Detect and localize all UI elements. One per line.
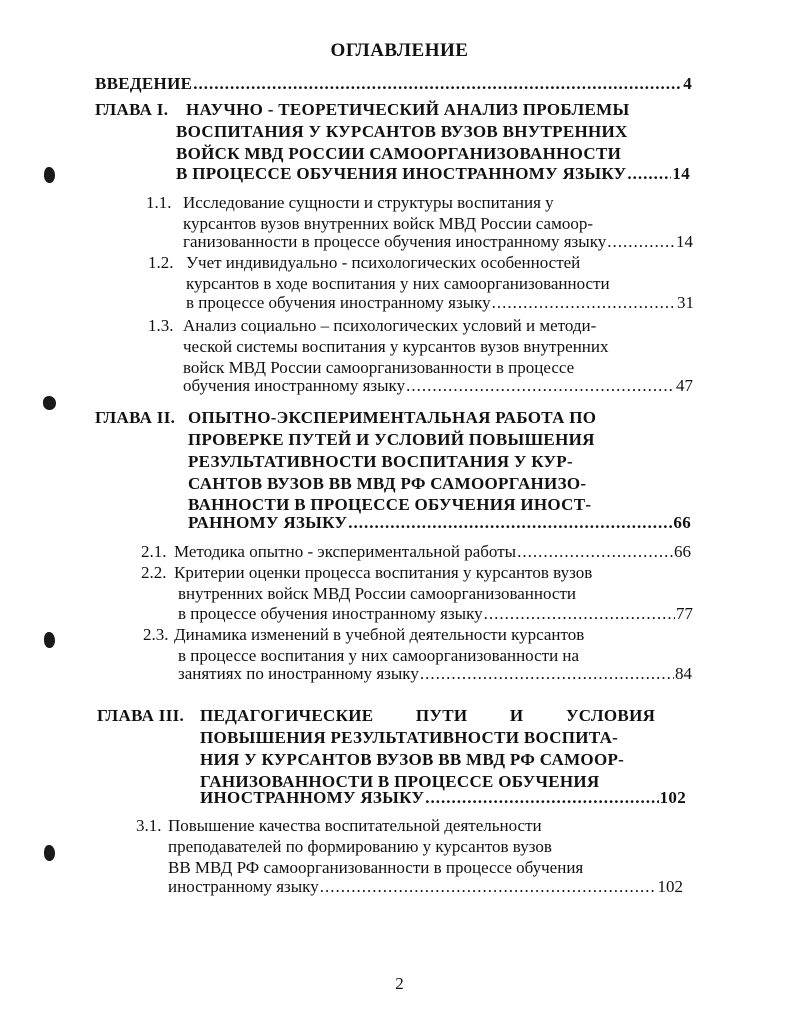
section-number: 1.3. xyxy=(148,316,174,335)
section-title-line: иностранному языку xyxy=(168,877,319,896)
toc-entry-page: 102 xyxy=(657,877,683,896)
section-number: 1.1. xyxy=(146,193,172,212)
dot-leader xyxy=(627,163,671,184)
section-title-line: в процессе воспитания у них самоорганизованности на xyxy=(178,646,580,665)
section-title-line: курсантов вузов внутренних войск МВД России самоор- xyxy=(183,214,594,233)
chapter-label: ГЛАВА I. xyxy=(95,100,169,119)
chapter-title-line: ГАНИЗОВАННОСТИ В ПРОЦЕССЕ ОБУЧЕНИЯ xyxy=(200,772,600,791)
toc-entry-page: 66 xyxy=(673,513,691,532)
chapter-title-line: САНТОВ ВУЗОВ ВВ МВД РФ САМООРГАНИЗО- xyxy=(188,474,587,493)
section-title-line: внутренних войск МВД России самоорганизованности xyxy=(178,584,576,603)
toc-entry-page: 14 xyxy=(672,164,690,183)
chapter-title-line: ВОСПИТАНИЯ У КУРСАНТОВ ВУЗОВ ВНУТРЕННИХ xyxy=(176,122,628,141)
chapter-title-line: РАННОМУ ЯЗЫКУ xyxy=(188,513,348,532)
dot-leader xyxy=(320,876,657,897)
toc-entry-ch3[interactable] xyxy=(200,787,686,808)
chapter-title-line: НАУЧНО - ТЕОРЕТИЧЕСКИЙ АНАЛИЗ ПРОБЛЕМЫ xyxy=(186,100,630,119)
section-title-line: обучения иностранному языку xyxy=(183,376,406,395)
dot-leader xyxy=(607,231,675,252)
section-title-line: в процессе обучения иностранному языку xyxy=(178,604,483,623)
section-title-line: Критерии оценки процесса воспитания у курсантов вузов xyxy=(174,563,593,582)
toc-entry-title: ВВЕДЕНИЕ xyxy=(95,74,193,93)
toc-entry-page: 47 xyxy=(676,376,693,395)
chapter-title-line: ВАННОСТИ В ПРОЦЕССЕ ОБУЧЕНИЯ ИНОСТ- xyxy=(188,495,592,514)
toc-entry-3-1[interactable] xyxy=(168,876,683,897)
section-title-line: ВВ МВД РФ самоорганизованности в процессе обучения xyxy=(168,858,584,877)
section-number: 2.1. xyxy=(141,542,167,561)
section-title-line: Анализ социально – психологических условий и методи- xyxy=(183,316,597,335)
chapter-title-line: В ПРОЦЕССЕ ОБУЧЕНИЯ ИНОСТРАННОМУ ЯЗЫКУ xyxy=(176,164,627,183)
section-number: 3.1. xyxy=(136,816,162,835)
section-title-line: преподавателей по формированию у курсантов вузов xyxy=(168,837,552,856)
chapter-title-line xyxy=(200,705,656,726)
toc-entry-1-3[interactable] xyxy=(183,375,693,396)
section-number: 2.3. xyxy=(143,625,169,644)
toc-entry-1-1[interactable] xyxy=(183,231,693,252)
chapter-title-line: ВОЙСК МВД РОССИИ САМООРГАНИЗОВАННОСТИ xyxy=(176,144,622,163)
section-title-line: Методика опытно - экспериментальной работы xyxy=(174,542,517,561)
toc-entry-page: 77 xyxy=(676,604,693,623)
chapter-title-line: ПОВЫШЕНИЯ РЕЗУЛЬТАТИВНОСТИ ВОСПИТА- xyxy=(200,728,619,747)
toc-entry-ch2[interactable] xyxy=(188,512,691,533)
dot-leader xyxy=(406,375,675,396)
section-number: 1.2. xyxy=(148,253,174,272)
chapter-label: ГЛАВА II. xyxy=(95,408,176,427)
section-title-line: войск МВД России самоорганизованности в процессе xyxy=(183,358,575,377)
toc-entry-ch1[interactable] xyxy=(176,163,690,184)
section-title-line: Динамика изменений в учебной деятельности курсантов xyxy=(174,625,585,644)
dot-leader xyxy=(492,292,676,313)
chapter-title-line: ИНОСТРАННОМУ ЯЗЫКУ xyxy=(200,788,425,807)
section-title-line: в процессе обучения иностранному языку xyxy=(186,293,491,312)
toc-entry-1-2[interactable] xyxy=(186,292,694,313)
chapter-title-line: РЕЗУЛЬТАТИВНОСТИ ВОСПИТАНИЯ У КУР- xyxy=(188,452,573,471)
dot-leader xyxy=(484,603,675,624)
toc-entry-2-2[interactable] xyxy=(178,603,693,624)
dot-leader xyxy=(425,787,658,808)
chapter-title-line: ПРОВЕРКЕ ПУТЕЙ И УСЛОВИЙ ПОВЫШЕНИЯ xyxy=(188,430,595,449)
chapter-title-word: ПЕДАГОГИЧЕСКИЕ ПУТИ И УСЛОВИЯ xyxy=(200,706,656,725)
toc-entry-page: 31 xyxy=(677,293,694,312)
toc-entry-intro[interactable] xyxy=(95,73,692,94)
punch-hole-mark xyxy=(44,632,55,648)
dot-leader xyxy=(517,541,673,562)
chapter-title-line: НИЯ У КУРСАНТОВ ВУЗОВ ВВ МВД РФ САМООР- xyxy=(200,750,625,769)
chapter-title-line: ОПЫТНО-ЭКСПЕРИМЕНТАЛЬНАЯ РАБОТА ПО xyxy=(188,408,597,427)
punch-hole-mark xyxy=(44,167,55,183)
section-title-line: занятиях по иностранному языку xyxy=(178,664,419,683)
dot-leader xyxy=(193,73,682,94)
punch-hole-mark xyxy=(44,845,55,861)
punch-hole-mark xyxy=(43,396,56,410)
dot-leader xyxy=(420,663,674,684)
section-number: 2.2. xyxy=(141,563,167,582)
section-title-line: Учет индивидуально - психологических особенностей xyxy=(186,253,581,272)
toc-entry-page: 4 xyxy=(683,74,692,93)
toc-entry-2-1[interactable] xyxy=(174,541,691,562)
section-title-line: Повышение качества воспитательной деятельности xyxy=(168,816,542,835)
toc-entry-page: 66 xyxy=(674,542,691,561)
page-number: 2 xyxy=(395,974,404,993)
toc-entry-page: 14 xyxy=(676,232,693,251)
section-title-line: ганизованности в процессе обучения иностранному языку xyxy=(183,232,607,251)
toc-entry-page: 102 xyxy=(659,788,686,807)
dot-leader xyxy=(348,512,672,533)
page-title: ОГЛАВЛЕНИЕ xyxy=(330,40,469,61)
section-title-line: Исследование сущности и структуры воспитания у xyxy=(183,193,554,212)
section-title-line: ческой системы воспитания у курсантов вузов внутренних xyxy=(183,337,609,356)
toc-entry-page: 84 xyxy=(675,664,692,683)
chapter-label: ГЛАВА III. xyxy=(97,706,185,725)
section-title-line: курсантов в ходе воспитания у них самоорганизованности xyxy=(186,274,610,293)
toc-entry-2-3[interactable] xyxy=(178,663,692,684)
